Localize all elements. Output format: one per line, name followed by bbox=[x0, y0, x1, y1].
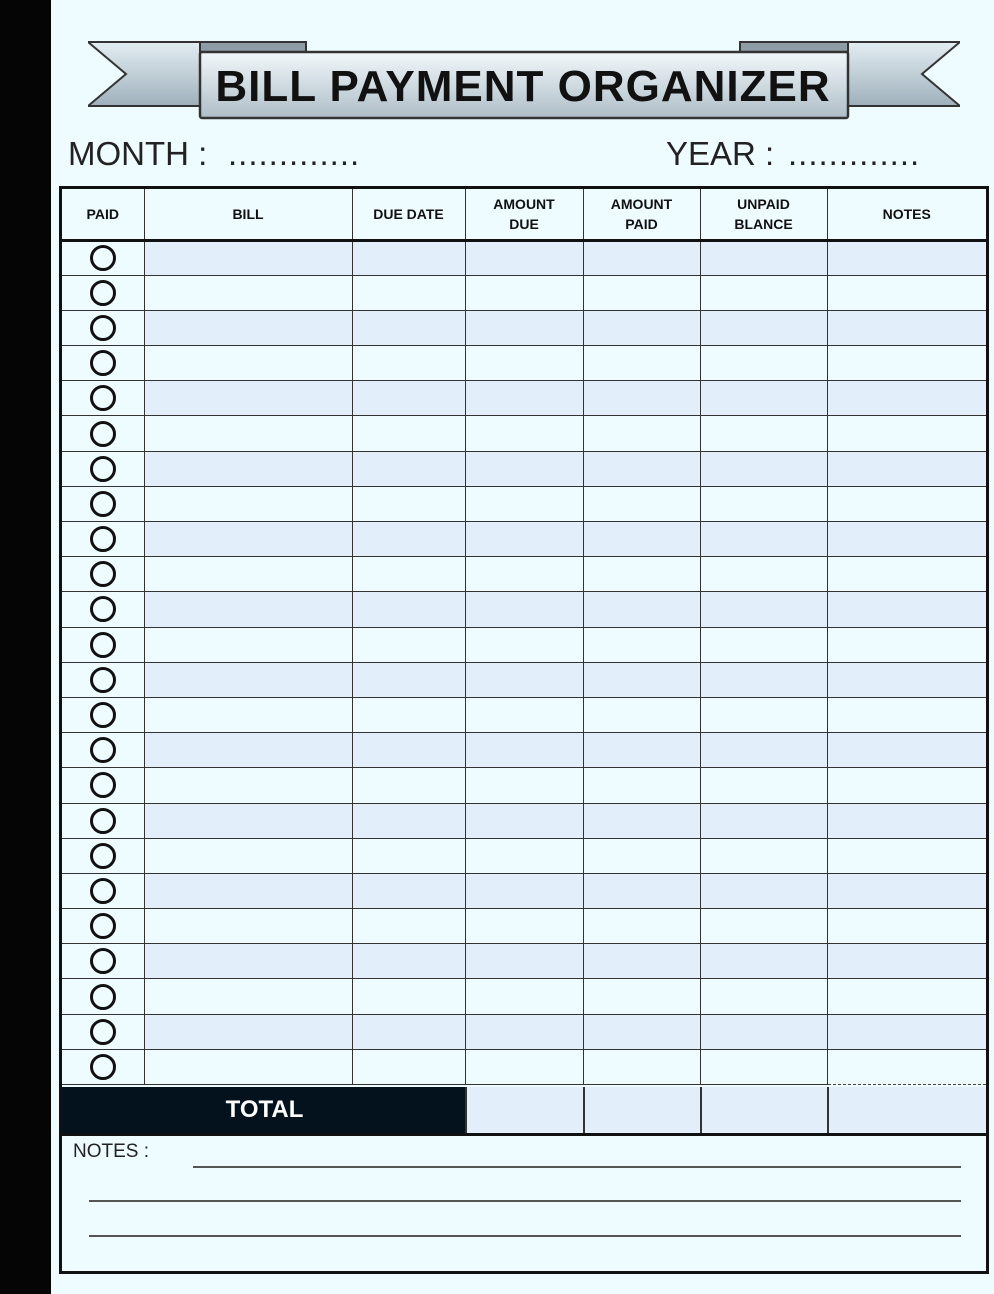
due-date-cell[interactable] bbox=[352, 451, 465, 486]
notes-cell[interactable] bbox=[827, 838, 986, 873]
table-row bbox=[62, 733, 986, 768]
total-label: TOTAL bbox=[62, 1087, 465, 1133]
notes-cell[interactable] bbox=[827, 979, 986, 1014]
amount-due-cell[interactable] bbox=[465, 240, 583, 275]
unpaid-balance-cell[interactable] bbox=[700, 873, 827, 908]
table-row bbox=[62, 381, 986, 416]
unpaid-balance-cell[interactable] bbox=[700, 416, 827, 451]
due-date-cell[interactable] bbox=[352, 697, 465, 732]
month-field[interactable]: ............. bbox=[228, 135, 361, 172]
amount-due-cell[interactable] bbox=[465, 416, 583, 451]
paid-cell[interactable] bbox=[62, 522, 144, 557]
table-row bbox=[62, 838, 986, 873]
unpaid-balance-cell[interactable] bbox=[700, 451, 827, 486]
paid-cell[interactable] bbox=[62, 873, 144, 908]
paid-cell[interactable] bbox=[62, 838, 144, 873]
amount-paid-cell[interactable] bbox=[583, 486, 700, 521]
amount-paid-cell[interactable] bbox=[583, 873, 700, 908]
paid-cell[interactable] bbox=[62, 979, 144, 1014]
amount-due-cell[interactable] bbox=[465, 1014, 583, 1049]
notes-line[interactable] bbox=[89, 1200, 961, 1202]
due-date-cell[interactable] bbox=[352, 944, 465, 979]
notes-cell[interactable] bbox=[827, 416, 986, 451]
table-row bbox=[62, 944, 986, 979]
paid-cell[interactable] bbox=[62, 944, 144, 979]
circle-icon[interactable] bbox=[90, 245, 116, 271]
table-row bbox=[62, 803, 986, 838]
paid-cell[interactable] bbox=[62, 451, 144, 486]
due-date-cell[interactable] bbox=[352, 873, 465, 908]
circle-icon[interactable] bbox=[90, 737, 116, 763]
table-row bbox=[62, 909, 986, 944]
paid-cell[interactable] bbox=[62, 381, 144, 416]
notes-line[interactable] bbox=[193, 1166, 961, 1168]
amount-paid-cell[interactable] bbox=[583, 838, 700, 873]
circle-icon[interactable] bbox=[90, 808, 116, 834]
bill-cell[interactable] bbox=[144, 451, 352, 486]
paid-cell[interactable] bbox=[62, 768, 144, 803]
amount-due-cell[interactable] bbox=[465, 451, 583, 486]
unpaid-balance-cell[interactable] bbox=[700, 275, 827, 310]
bill-table bbox=[62, 189, 986, 1085]
circle-icon[interactable] bbox=[90, 561, 116, 587]
unpaid-balance-cell[interactable] bbox=[700, 768, 827, 803]
month-label: MONTH : bbox=[68, 135, 208, 172]
amount-paid-cell[interactable] bbox=[583, 733, 700, 768]
notes-cell[interactable] bbox=[827, 944, 986, 979]
bill-cell[interactable] bbox=[144, 1014, 352, 1049]
table-row bbox=[62, 662, 986, 697]
due-date-cell[interactable] bbox=[352, 662, 465, 697]
paid-cell[interactable] bbox=[62, 240, 144, 275]
total-amount-due-cell[interactable] bbox=[465, 1087, 583, 1133]
due-date-cell[interactable] bbox=[352, 627, 465, 662]
col-header-notes: NOTES bbox=[827, 189, 986, 240]
bill-cell[interactable] bbox=[144, 768, 352, 803]
bill-cell[interactable] bbox=[144, 979, 352, 1014]
circle-icon[interactable] bbox=[90, 491, 116, 517]
circle-icon[interactable] bbox=[90, 984, 116, 1010]
col-header-paid: PAID bbox=[62, 189, 144, 240]
amount-due-cell[interactable] bbox=[465, 803, 583, 838]
bill-cell[interactable] bbox=[144, 416, 352, 451]
circle-icon[interactable] bbox=[90, 385, 116, 411]
due-date-cell[interactable] bbox=[352, 1049, 465, 1084]
paid-cell[interactable] bbox=[62, 1049, 144, 1084]
unpaid-balance-cell[interactable] bbox=[700, 803, 827, 838]
bill-cell[interactable] bbox=[144, 522, 352, 557]
amount-paid-cell[interactable] bbox=[583, 522, 700, 557]
unpaid-balance-cell[interactable] bbox=[700, 381, 827, 416]
bill-cell[interactable] bbox=[144, 803, 352, 838]
circle-icon[interactable] bbox=[90, 702, 116, 728]
paid-cell[interactable] bbox=[62, 662, 144, 697]
col-header-unpaid-balance: UNPAID BLANCE bbox=[700, 189, 827, 240]
due-date-cell[interactable] bbox=[352, 909, 465, 944]
table-row bbox=[62, 873, 986, 908]
circle-icon[interactable] bbox=[90, 772, 116, 798]
notes-cell[interactable] bbox=[827, 557, 986, 592]
amount-due-cell[interactable] bbox=[465, 944, 583, 979]
paid-cell[interactable] bbox=[62, 275, 144, 310]
due-date-cell[interactable] bbox=[352, 310, 465, 345]
notes-cell[interactable] bbox=[827, 909, 986, 944]
total-amount-paid-cell[interactable] bbox=[583, 1087, 700, 1133]
amount-due-cell[interactable] bbox=[465, 662, 583, 697]
amount-paid-cell[interactable] bbox=[583, 944, 700, 979]
total-unpaid-balance-cell[interactable] bbox=[700, 1087, 827, 1133]
amount-due-cell[interactable] bbox=[465, 697, 583, 732]
bill-cell[interactable] bbox=[144, 381, 352, 416]
amount-due-cell[interactable] bbox=[465, 557, 583, 592]
bill-cell[interactable] bbox=[144, 873, 352, 908]
circle-icon[interactable] bbox=[90, 913, 116, 939]
due-date-cell[interactable] bbox=[352, 592, 465, 627]
circle-icon[interactable] bbox=[90, 1019, 116, 1045]
amount-paid-cell[interactable] bbox=[583, 1014, 700, 1049]
col-header-due-date: DUE DATE bbox=[352, 189, 465, 240]
total-notes-cell[interactable] bbox=[827, 1087, 986, 1133]
page-title: BILL PAYMENT ORGANIZER bbox=[215, 62, 831, 111]
notes-cell[interactable] bbox=[827, 522, 986, 557]
table-row bbox=[62, 522, 986, 557]
notes-cell[interactable] bbox=[827, 486, 986, 521]
amount-paid-cell[interactable] bbox=[583, 768, 700, 803]
table-row bbox=[62, 275, 986, 310]
due-date-cell[interactable] bbox=[352, 768, 465, 803]
bill-cell[interactable] bbox=[144, 240, 352, 275]
table-header-row bbox=[62, 189, 986, 240]
table-row bbox=[62, 979, 986, 1014]
amount-due-cell[interactable] bbox=[465, 838, 583, 873]
unpaid-balance-cell[interactable] bbox=[700, 1014, 827, 1049]
notes-cell[interactable] bbox=[827, 697, 986, 732]
amount-paid-cell[interactable] bbox=[583, 592, 700, 627]
table-row bbox=[62, 416, 986, 451]
notes-cell[interactable] bbox=[827, 768, 986, 803]
paid-cell[interactable] bbox=[62, 909, 144, 944]
circle-icon[interactable] bbox=[90, 315, 116, 341]
amount-due-cell[interactable] bbox=[465, 381, 583, 416]
paid-cell[interactable] bbox=[62, 592, 144, 627]
col-header-amount-paid: AMOUNT PAID bbox=[583, 189, 700, 240]
circle-icon[interactable] bbox=[90, 596, 116, 622]
circle-icon[interactable] bbox=[90, 350, 116, 376]
notes-cell[interactable] bbox=[827, 451, 986, 486]
amount-due-cell[interactable] bbox=[465, 346, 583, 381]
due-date-cell[interactable] bbox=[352, 522, 465, 557]
notes-cell[interactable] bbox=[827, 627, 986, 662]
amount-due-cell[interactable] bbox=[465, 768, 583, 803]
unpaid-balance-cell[interactable] bbox=[700, 909, 827, 944]
notes-cell[interactable] bbox=[827, 346, 986, 381]
amount-due-cell[interactable] bbox=[465, 979, 583, 1014]
amount-paid-cell[interactable] bbox=[583, 979, 700, 1014]
due-date-cell[interactable] bbox=[352, 275, 465, 310]
unpaid-balance-cell[interactable] bbox=[700, 522, 827, 557]
notes-cell[interactable] bbox=[827, 662, 986, 697]
bill-cell[interactable] bbox=[144, 592, 352, 627]
circle-icon[interactable] bbox=[90, 456, 116, 482]
notes-label: NOTES : bbox=[73, 1141, 150, 1162]
due-date-cell[interactable] bbox=[352, 346, 465, 381]
unpaid-balance-cell[interactable] bbox=[700, 662, 827, 697]
paid-cell[interactable] bbox=[62, 416, 144, 451]
table-row bbox=[62, 486, 986, 521]
circle-icon[interactable] bbox=[90, 948, 116, 974]
binding-spine bbox=[0, 0, 51, 1294]
notes-cell[interactable] bbox=[827, 803, 986, 838]
table-row bbox=[62, 310, 986, 345]
amount-due-cell[interactable] bbox=[465, 522, 583, 557]
bill-cell[interactable] bbox=[144, 662, 352, 697]
amount-paid-cell[interactable] bbox=[583, 381, 700, 416]
year-field[interactable]: ............. bbox=[788, 135, 921, 172]
amount-paid-cell[interactable] bbox=[583, 240, 700, 275]
amount-due-cell[interactable] bbox=[465, 310, 583, 345]
bill-cell[interactable] bbox=[144, 1049, 352, 1084]
amount-due-cell[interactable] bbox=[465, 733, 583, 768]
amount-paid-cell[interactable] bbox=[583, 662, 700, 697]
bill-cell[interactable] bbox=[144, 944, 352, 979]
circle-icon[interactable] bbox=[90, 632, 116, 658]
notes-cell[interactable] bbox=[827, 592, 986, 627]
amount-due-cell[interactable] bbox=[465, 909, 583, 944]
circle-icon[interactable] bbox=[90, 526, 116, 552]
due-date-cell[interactable] bbox=[352, 838, 465, 873]
table-row bbox=[62, 346, 986, 381]
due-date-cell[interactable] bbox=[352, 1014, 465, 1049]
paid-cell[interactable] bbox=[62, 627, 144, 662]
bill-cell[interactable] bbox=[144, 909, 352, 944]
bill-cell[interactable] bbox=[144, 275, 352, 310]
paid-cell[interactable] bbox=[62, 310, 144, 345]
unpaid-balance-cell[interactable] bbox=[700, 979, 827, 1014]
notes-cell[interactable] bbox=[827, 1014, 986, 1049]
table-row bbox=[62, 697, 986, 732]
bill-cell[interactable] bbox=[144, 557, 352, 592]
notes-cell[interactable] bbox=[827, 381, 986, 416]
unpaid-balance-cell[interactable] bbox=[700, 838, 827, 873]
col-header-bill: BILL bbox=[144, 189, 352, 240]
due-date-cell[interactable] bbox=[352, 240, 465, 275]
paid-cell[interactable] bbox=[62, 803, 144, 838]
paid-cell[interactable] bbox=[62, 486, 144, 521]
bill-cell[interactable] bbox=[144, 627, 352, 662]
amount-paid-cell[interactable] bbox=[583, 310, 700, 345]
amount-due-cell[interactable] bbox=[465, 486, 583, 521]
unpaid-balance-cell[interactable] bbox=[700, 1049, 827, 1084]
notes-cell[interactable] bbox=[827, 873, 986, 908]
unpaid-balance-cell[interactable] bbox=[700, 944, 827, 979]
due-date-cell[interactable] bbox=[352, 733, 465, 768]
total-divider bbox=[62, 1133, 986, 1136]
bill-cell[interactable] bbox=[144, 346, 352, 381]
unpaid-balance-cell[interactable] bbox=[700, 592, 827, 627]
amount-due-cell[interactable] bbox=[465, 1049, 583, 1084]
circle-icon[interactable] bbox=[90, 667, 116, 693]
notes-cell[interactable] bbox=[827, 240, 986, 275]
amount-due-cell[interactable] bbox=[465, 275, 583, 310]
bill-cell[interactable] bbox=[144, 733, 352, 768]
unpaid-balance-cell[interactable] bbox=[700, 240, 827, 275]
table-row bbox=[62, 1049, 986, 1084]
paid-cell[interactable] bbox=[62, 557, 144, 592]
bill-cell[interactable] bbox=[144, 838, 352, 873]
circle-icon[interactable] bbox=[90, 843, 116, 869]
amount-paid-cell[interactable] bbox=[583, 627, 700, 662]
amount-paid-cell[interactable] bbox=[583, 451, 700, 486]
amount-paid-cell[interactable] bbox=[583, 803, 700, 838]
table-row bbox=[62, 1014, 986, 1049]
amount-paid-cell[interactable] bbox=[583, 1049, 700, 1084]
table-row bbox=[62, 592, 986, 627]
due-date-cell[interactable] bbox=[352, 557, 465, 592]
table-row bbox=[62, 451, 986, 486]
due-date-cell[interactable] bbox=[352, 803, 465, 838]
table-row bbox=[62, 627, 986, 662]
bill-cell[interactable] bbox=[144, 486, 352, 521]
paid-cell[interactable] bbox=[62, 346, 144, 381]
due-date-cell[interactable] bbox=[352, 381, 465, 416]
amount-paid-cell[interactable] bbox=[583, 346, 700, 381]
bill-cell[interactable] bbox=[144, 310, 352, 345]
amount-paid-cell[interactable] bbox=[583, 557, 700, 592]
amount-due-cell[interactable] bbox=[465, 592, 583, 627]
table-row bbox=[62, 768, 986, 803]
amount-due-cell[interactable] bbox=[465, 627, 583, 662]
due-date-cell[interactable] bbox=[352, 979, 465, 1014]
notes-line[interactable] bbox=[89, 1235, 961, 1237]
bill-sheet bbox=[59, 186, 989, 1274]
table-row bbox=[62, 557, 986, 592]
unpaid-balance-cell[interactable] bbox=[700, 310, 827, 345]
due-date-cell[interactable] bbox=[352, 486, 465, 521]
notes-cell[interactable] bbox=[827, 1049, 986, 1084]
paid-cell[interactable] bbox=[62, 733, 144, 768]
total-row bbox=[62, 1087, 986, 1133]
paid-cell[interactable] bbox=[62, 1014, 144, 1049]
circle-icon[interactable] bbox=[90, 421, 116, 447]
amount-due-cell[interactable] bbox=[465, 873, 583, 908]
due-date-cell[interactable] bbox=[352, 416, 465, 451]
unpaid-balance-cell[interactable] bbox=[700, 346, 827, 381]
notes-cell[interactable] bbox=[827, 275, 986, 310]
unpaid-balance-cell[interactable] bbox=[700, 733, 827, 768]
unpaid-balance-cell[interactable] bbox=[700, 697, 827, 732]
unpaid-balance-cell[interactable] bbox=[700, 627, 827, 662]
amount-paid-cell[interactable] bbox=[583, 697, 700, 732]
amount-paid-cell[interactable] bbox=[583, 909, 700, 944]
unpaid-balance-cell[interactable] bbox=[700, 557, 827, 592]
notes-cell[interactable] bbox=[827, 310, 986, 345]
circle-icon[interactable] bbox=[90, 1054, 116, 1080]
bill-cell[interactable] bbox=[144, 697, 352, 732]
circle-icon[interactable] bbox=[90, 878, 116, 904]
table-row bbox=[62, 240, 986, 275]
col-header-amount-due: AMOUNT DUE bbox=[465, 189, 583, 240]
amount-paid-cell[interactable] bbox=[583, 416, 700, 451]
year-label: YEAR : bbox=[666, 135, 775, 172]
paid-cell[interactable] bbox=[62, 697, 144, 732]
notes-cell[interactable] bbox=[827, 733, 986, 768]
amount-paid-cell[interactable] bbox=[583, 275, 700, 310]
unpaid-balance-cell[interactable] bbox=[700, 486, 827, 521]
circle-icon[interactable] bbox=[90, 280, 116, 306]
